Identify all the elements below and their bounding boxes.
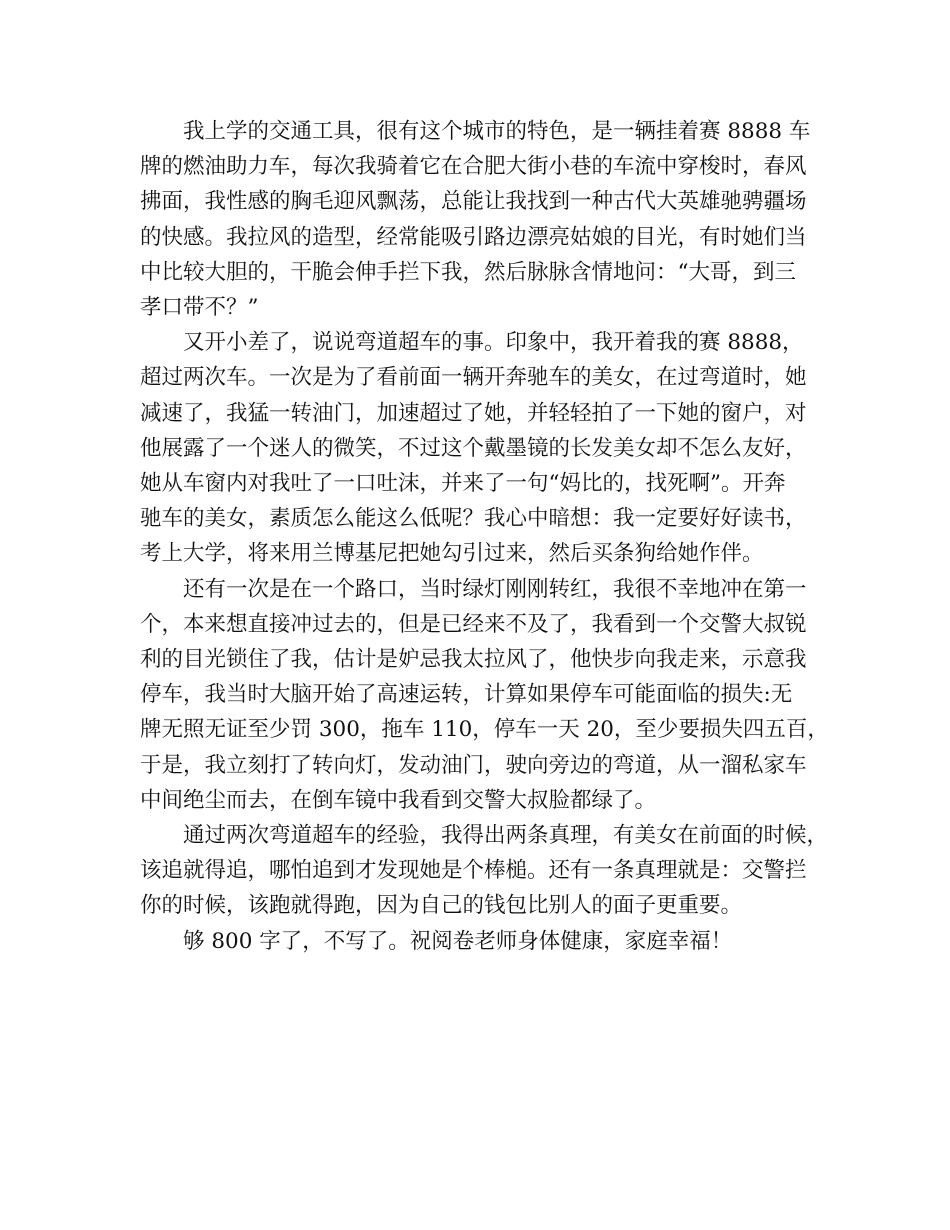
paragraph-3 [140,572,829,818]
text-line: 她从车窗内对我吐了一口吐沫，并来了一句“妈比的，找死啊”。开奔 [140,471,786,497]
document-body [140,114,829,959]
text-line: 孝口带不？” [140,295,259,321]
text-line: 驰车的美女，素质怎么能这么低呢？我心中暗想：我一定要好好读书， [140,506,807,532]
text-line: 牌无照无证至少罚 300，拖车 110，停车一天 20，至少要损失四五百， [140,717,829,743]
paragraph-2 [140,325,820,571]
paragraph-4 [140,818,829,924]
paragraph-1 [140,114,820,325]
text-line: 中间绝尘而去，在倒车镜中我看到交警大叔脸都绿了。 [140,787,657,813]
text-line: 我上学的交通工具，很有这个城市的特色，是一辆挂着赛 8888 车 [183,119,811,144]
text-line: 还有一次是在一个路口，当时绿灯刚刚转红，我很不幸地冲在第一 [183,576,807,602]
text-line: 你的时候，该跑就得跑，因为自己的钱包比别人的面子更重要。 [140,893,743,919]
text-line: 减速了，我猛一转油门，加速超过了她，并轻轻拍了一下她的窗户，对 [140,400,807,426]
text-line: 考上大学，将来用兰博基尼把她勾引过来，然后买条狗给她作伴。 [140,541,764,567]
text-line: 通过两次弯道超车的经验，我得出两条真理，有美女在前面的时候， [183,823,829,849]
text-line: 利的目光锁住了我，估计是妒忌我太拉风了，他快步向我走来，示意我 [140,647,807,673]
text-line: 个，本来想直接冲过去的，但是已经来不及了，我看到一个交警大叔锐 [140,611,807,637]
paragraph-5 [140,924,820,959]
text-line: 该追就得追，哪怕追到才发现她是个棒槌。还有一条真理就是：交警拦 [140,858,807,884]
text-line: 停车，我当时大脑开始了高速运转，计算如果停车可能面临的损失:无 [140,682,793,708]
text-line: 拂面，我性感的胸毛迎风飘荡，总能让我找到一种古代大英雄驰骋疆场 [140,189,807,215]
text-line: 又开小差了，说说弯道超车的事。印象中，我开着我的赛 8888， [183,330,804,356]
text-line: 他展露了一个迷人的微笑，不过这个戴墨镜的长发美女却不怎么友好， [140,435,807,461]
text-line: 中比较大胆的，干脆会伸手拦下我，然后脉脉含情地问：“大哥，到三 [140,259,796,285]
text-line: 超过两次车。一次是为了看前面一辆开奔驰车的美女，在过弯道时，她 [140,365,807,391]
text-line: 于是，我立刻打了转向灯，发动油门，驶向旁边的弯道，从一溜私家车 [140,752,807,778]
text-line: 牌的燃油助力车，每次我骑着它在合肥大街小巷的车流中穿梭时，春风 [140,154,807,180]
text-line: 够 800 字了，不写了。祝阅卷老师身体健康，家庭幸福！ [183,928,733,954]
text-line: 的快感。我拉风的造型，经常能吸引路边漂亮姑娘的目光，有时她们当 [140,224,807,250]
